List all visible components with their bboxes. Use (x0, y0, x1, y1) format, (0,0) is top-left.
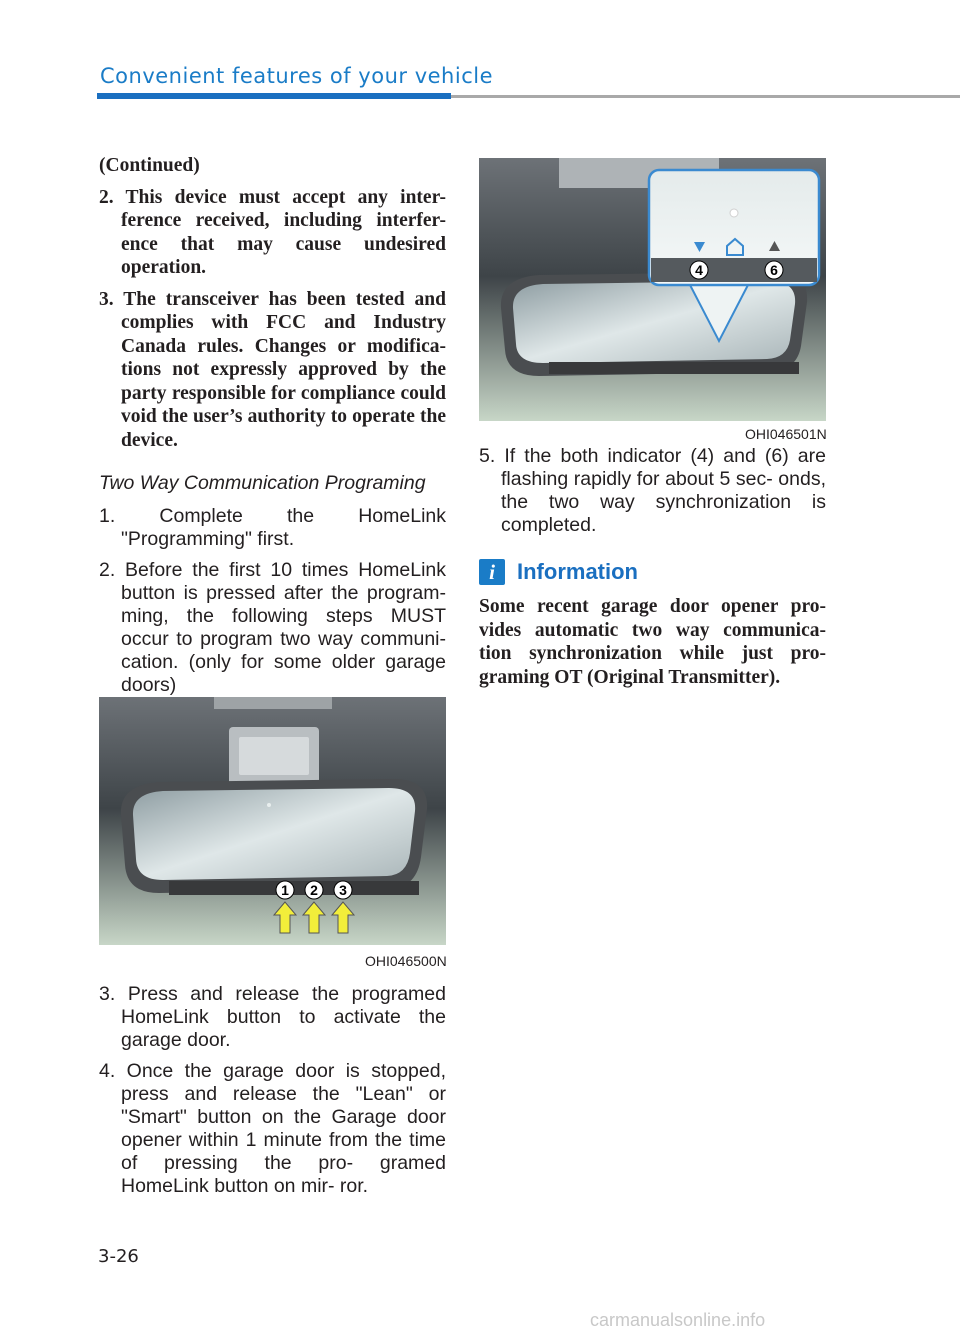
callout-4 (690, 261, 708, 279)
callout-label-1: 1 (281, 882, 289, 898)
step-5: 5. If the both indicator (4) and (6) are flashing rapidly for about 5 sec- onds, the two way synchronization is completed. (479, 445, 826, 536)
left-column (99, 154, 446, 705)
callout-3 (334, 881, 352, 899)
information-text: Some recent garage door opener pro- vides automatic two way communica- tion synchronization while just pro- graming OT (Original Transmitter). (479, 596, 826, 688)
section-header-title: Convenient features of your vehicle (100, 64, 493, 88)
step-2: 2. Before the first 10 times HomeLink button is pressed after the program- ming, the following steps MUST occur to program two way communi- cation. (only for some older garage doors) (99, 559, 446, 696)
watermark: carmanualsonline.info (590, 1310, 766, 1330)
callout-6 (765, 261, 783, 279)
continued-label: (Continued) (99, 155, 200, 176)
information-title: Information (517, 559, 638, 584)
callout-label-6: 6 (770, 262, 778, 278)
callout-label-2: 2 (310, 882, 318, 898)
step-4: 4. Once the garage door is stopped, press and release the "Lean" or "Smart" button on the Garage door opener within 1 minute from the time of pressing the pro- gramed HomeLink button on mir- ror. (99, 1060, 446, 1197)
mirror-figure-indicators (479, 158, 826, 421)
section-heading: Two Way Communication Programing (99, 472, 426, 494)
callout-1 (276, 881, 294, 899)
callout-2 (305, 881, 323, 899)
mirror-illustration (99, 697, 446, 945)
figure-code-bottom: OHI046500N (365, 953, 447, 969)
figure-code-top: OHI046501N (745, 426, 827, 442)
notice-item-2: 2. This device must accept any inter- ference received, including interfer- ence that may cause undesired operation. (99, 186, 446, 278)
page-number: 3-26 (98, 1246, 139, 1267)
header-rule (451, 95, 960, 98)
callout-label-3: 3 (339, 882, 347, 898)
callout-label-4: 4 (695, 262, 703, 278)
mirror-figure-buttons (99, 697, 446, 945)
notice-item-3: 3. The transceiver has been tested and complies with FCC and Industry Canada rules. Changes or modifica- tions not expressly approved by the party responsible for compliance could void the user’s authority to operate the device. (99, 288, 446, 451)
mirror-indicator-illustration (479, 158, 826, 421)
left-column-lower (99, 983, 446, 1206)
information-heading (479, 559, 826, 585)
header-rule-accent (97, 93, 451, 99)
info-icon: i (479, 559, 505, 585)
right-column (479, 445, 826, 689)
step-1: 1. Complete the HomeLink "Programming" first. (99, 505, 446, 550)
step-3: 3. Press and release the programed HomeLink button to activate the garage door. (99, 983, 446, 1051)
